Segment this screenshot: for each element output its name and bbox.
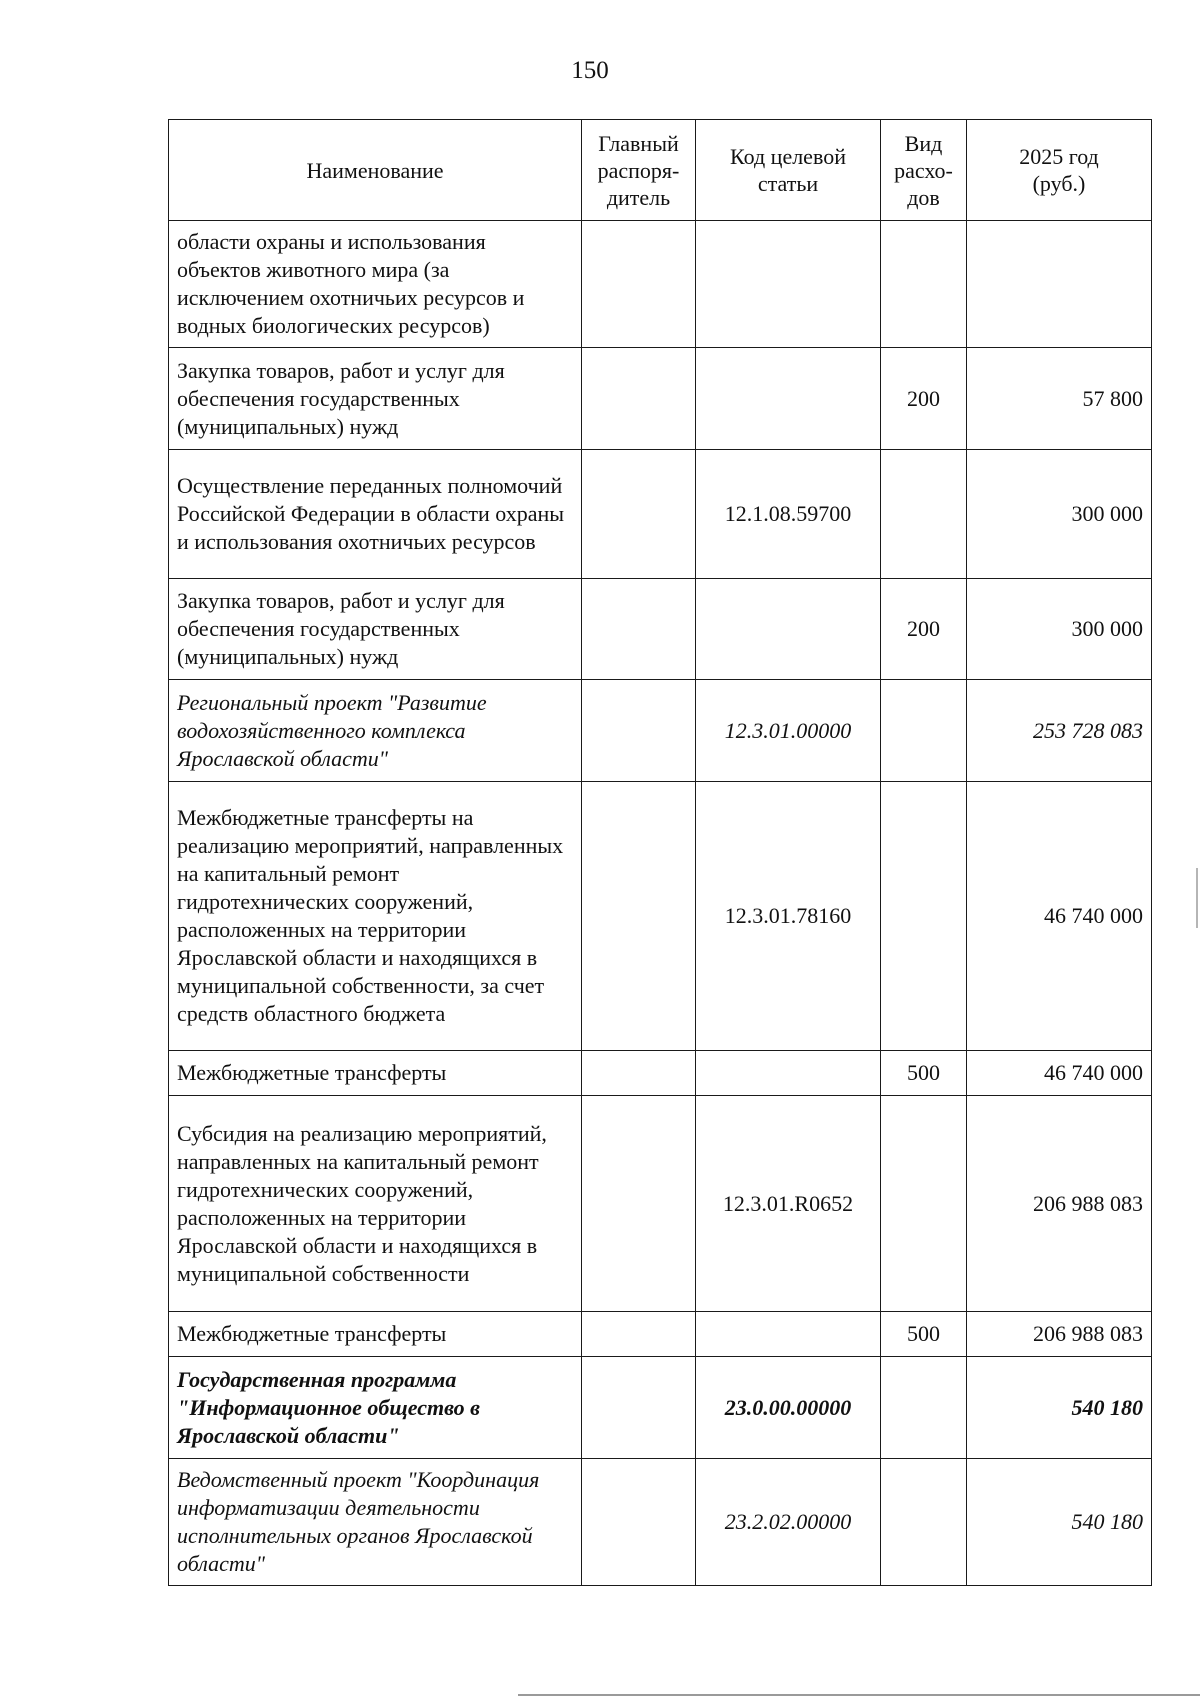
- cell-amount: 46 740 000: [967, 782, 1152, 1051]
- cell-admin: [582, 782, 696, 1051]
- cell-kind: 200: [881, 579, 967, 680]
- cell-code: 23.2.02.00000: [696, 1459, 881, 1586]
- table-header-row: [169, 120, 1152, 221]
- cell-amount: 253 728 083: [967, 680, 1152, 782]
- table-body: [169, 221, 1152, 1586]
- header-admin: Главный распоря- дитель: [582, 120, 696, 221]
- cell-name: Ведомственный проект "Координация информатизации деятельности исполнительных органов Ярославской области": [169, 1459, 582, 1586]
- cell-kind: 500: [881, 1312, 967, 1357]
- header-code: Код целевой статьи: [696, 120, 881, 221]
- cell-name: Межбюджетные трансферты: [169, 1051, 582, 1096]
- cell-code: 12.3.01.00000: [696, 680, 881, 782]
- table-row: [169, 680, 1152, 782]
- budget-table: [168, 119, 1152, 1586]
- scan-edge-line: [518, 1694, 1200, 1696]
- cell-admin: [582, 579, 696, 680]
- cell-kind: [881, 450, 967, 579]
- table-row: [169, 450, 1152, 579]
- cell-kind: [881, 1357, 967, 1459]
- header-kind: Вид расхо- дов: [881, 120, 967, 221]
- cell-amount: 540 180: [967, 1357, 1152, 1459]
- table-row: [169, 782, 1152, 1051]
- table-row: [169, 1051, 1152, 1096]
- cell-name: Государственная программа "Информационное общество в Ярославской области": [169, 1357, 582, 1459]
- cell-admin: [582, 348, 696, 450]
- cell-admin: [582, 680, 696, 782]
- cell-kind: 200: [881, 348, 967, 450]
- cell-kind: [881, 782, 967, 1051]
- cell-code: 12.3.01.R0652: [696, 1096, 881, 1312]
- cell-amount: 46 740 000: [967, 1051, 1152, 1096]
- cell-name: Закупка товаров, работ и услуг для обеспечения государственных (муниципальных) нужд: [169, 579, 582, 680]
- cell-name: Региональный проект "Развитие водохозяйственного комплекса Ярославской области": [169, 680, 582, 782]
- cell-admin: [582, 221, 696, 348]
- scan-edge-mark: [1196, 868, 1198, 928]
- cell-name: Закупка товаров, работ и услуг для обеспечения государственных (муниципальных) нужд: [169, 348, 582, 450]
- table-row: [169, 1459, 1152, 1586]
- cell-kind: [881, 1459, 967, 1586]
- cell-name: Межбюджетные трансферты: [169, 1312, 582, 1357]
- table-row: [169, 348, 1152, 450]
- cell-admin: [582, 450, 696, 579]
- cell-code: [696, 348, 881, 450]
- cell-code: [696, 221, 881, 348]
- table-row: [169, 221, 1152, 348]
- cell-kind: 500: [881, 1051, 967, 1096]
- cell-code: [696, 1051, 881, 1096]
- cell-admin: [582, 1312, 696, 1357]
- table-row: [169, 1357, 1152, 1459]
- cell-amount: [967, 221, 1152, 348]
- cell-admin: [582, 1357, 696, 1459]
- table-row: [169, 1096, 1152, 1312]
- cell-code: 23.0.00.00000: [696, 1357, 881, 1459]
- cell-code: 12.3.01.78160: [696, 782, 881, 1051]
- header-year: 2025 год (руб.): [967, 120, 1152, 221]
- cell-amount: 540 180: [967, 1459, 1152, 1586]
- header-name: Наименование: [169, 120, 582, 221]
- cell-name: Межбюджетные трансферты на реализацию мероприятий, направленных на капитальный ремонт гидротехнических сооружений, расположенных на территории Ярославской области и находящихся в муниципальной собственности, за счет средств областного бюджета: [169, 782, 582, 1051]
- page-number: 150: [571, 57, 609, 84]
- cell-code: 12.1.08.59700: [696, 450, 881, 579]
- cell-name: Осуществление переданных полномочий Российской Федерации в области охраны и использования охотничьих ресурсов: [169, 450, 582, 579]
- cell-admin: [582, 1459, 696, 1586]
- cell-amount: 206 988 083: [967, 1096, 1152, 1312]
- cell-kind: [881, 221, 967, 348]
- cell-amount: 57 800: [967, 348, 1152, 450]
- table-row: [169, 1312, 1152, 1357]
- cell-amount: 300 000: [967, 450, 1152, 579]
- cell-admin: [582, 1096, 696, 1312]
- cell-code: [696, 579, 881, 680]
- cell-kind: [881, 1096, 967, 1312]
- cell-name: области охраны и использования объектов животного мира (за исключением охотничьих ресурсов и водных биологических ресурсов): [169, 221, 582, 348]
- cell-name: Субсидия на реализацию мероприятий, направленных на капитальный ремонт гидротехнических сооружений, расположенных на территории Ярославской области и находящихся в муниципальной собственности: [169, 1096, 582, 1312]
- table-row: [169, 579, 1152, 680]
- cell-amount: 300 000: [967, 579, 1152, 680]
- cell-amount: 206 988 083: [967, 1312, 1152, 1357]
- cell-kind: [881, 680, 967, 782]
- cell-admin: [582, 1051, 696, 1096]
- cell-code: [696, 1312, 881, 1357]
